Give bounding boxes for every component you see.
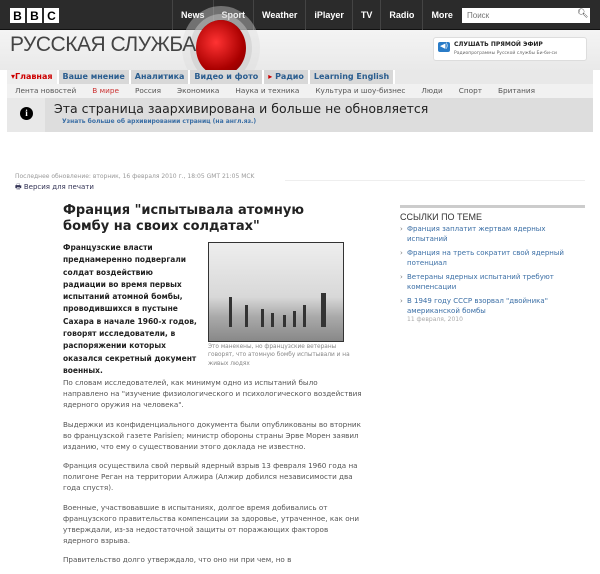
listen-subtitle: Радиопрограммы Русской службы Би-би-си xyxy=(454,51,557,56)
search-icon[interactable]: 🔍︎ xyxy=(577,9,589,19)
nav-more[interactable]: More xyxy=(422,0,461,30)
tab-label: Радио xyxy=(275,72,304,81)
paragraph: Военные, участвовавшие в испытаниях, долгое время добивались от французского правительства компенсации за здоровье, утраченное, как они утверждали, из-за недостаточной защиты от поражающих факторов ядерного взрыва. xyxy=(63,502,359,545)
main-tabs xyxy=(7,70,593,84)
tab-label: Главная xyxy=(15,72,53,81)
logo-letter: B xyxy=(10,8,25,23)
speaker-icon: ◀) xyxy=(439,42,449,50)
paragraph: По словам исследователей, как минимум одно из испытаний было направлено на "изучение физиологического и психологического воздействия ядерного оружия на человека". xyxy=(63,378,362,409)
tab-video[interactable]: Видео и фото xyxy=(190,70,264,84)
sub-nav xyxy=(7,84,593,98)
article-title: Франция "испытывала атомную бомбу на своих солдатах" xyxy=(63,203,304,234)
article-body xyxy=(63,377,363,574)
related-heading: ССЫЛКИ ПО ТЕМЕ xyxy=(400,212,483,222)
related-link[interactable]: › Франция заплатит жертвам ядерных испытаний xyxy=(400,224,585,244)
tab-learning-english[interactable]: Learning English xyxy=(310,70,395,84)
subnav-culture[interactable]: Культура и шоу-бизнес xyxy=(315,86,406,95)
subnav-britain[interactable]: Британия xyxy=(498,86,536,95)
subnav-russia[interactable]: Россия xyxy=(135,86,162,95)
subnav-world[interactable]: В мире xyxy=(92,86,119,95)
logo-letter: C xyxy=(44,8,59,23)
bbc-logo[interactable] xyxy=(10,8,59,23)
archive-learn-more-link[interactable]: Узнать больше об архивировании страниц (на англ.яз.) xyxy=(62,118,257,125)
archive-notice xyxy=(7,98,593,132)
tabs-filler xyxy=(395,70,593,84)
nav-sport[interactable]: Sport xyxy=(213,0,254,30)
global-nav-bar xyxy=(0,0,600,30)
photo-caption: Это манекены, но французские ветераны говорят, что атомную бомбу испытывали и на живых людях xyxy=(208,344,350,367)
logo-letter: B xyxy=(27,8,42,23)
arrow-down-icon: ▾ xyxy=(11,72,16,81)
related-link[interactable]: › Франция на треть сократит свой ядерный потенциал xyxy=(400,248,585,268)
tab-home[interactable] xyxy=(7,70,59,84)
tab-radio[interactable] xyxy=(264,70,310,84)
related-link[interactable]: › Ветераны ядерных испытаний требуют компенсации xyxy=(400,272,585,292)
subnav-news-feed[interactable]: Лента новостей xyxy=(15,86,77,95)
tab-analysis[interactable]: Аналитика xyxy=(131,70,191,84)
globe-graphic xyxy=(196,20,246,76)
paragraph: Выдержки из конфиденциального документа были опубликованы во вторник во французской газете Parisien; министр обороны страны Эрве Морен заявил изданию, что ему о существовании этого доклада не известно. xyxy=(63,419,361,451)
subnav-economy[interactable]: Экономика xyxy=(177,86,220,95)
divider xyxy=(285,180,585,181)
info-icon-box xyxy=(7,98,45,132)
subnav-science[interactable]: Наука и техника xyxy=(235,86,300,95)
listen-live-button[interactable] xyxy=(433,37,587,61)
paragraph: Франция осуществила свой первый ядерный взрыв 13 февраля 1960 года на полигоне Реган на территории Алжира (Алжир добился независимости два года спустя). xyxy=(63,461,358,492)
nav-weather[interactable]: Weather xyxy=(253,0,305,30)
article-lede: Французские власти преднамеренно подвергали солдат воздействию радиации во время первых испытаний атомной бомбы, проводившихся в пустыне Сахара в начале 1960-х годов, говорят исследователи, в распоряжении которых оказался секретный документ военных. xyxy=(63,243,197,375)
related-links xyxy=(400,205,585,323)
subnav-people[interactable]: Люди xyxy=(421,86,443,95)
info-icon: i xyxy=(20,107,33,120)
related-date: 11 февраля, 2010 xyxy=(407,316,463,323)
subnav-sport[interactable]: Спорт xyxy=(458,86,483,95)
search-input[interactable] xyxy=(462,8,590,23)
nav-iplayer[interactable]: iPlayer xyxy=(305,0,352,30)
article-photo xyxy=(208,242,344,342)
last-updated: Последнее обновление: вторник, 16 февраля 2010 г., 18:05 GMT 21:05 MCK xyxy=(15,173,255,180)
nav-news[interactable]: News xyxy=(172,0,213,30)
printer-icon: 🖶︎ xyxy=(15,183,22,191)
arrow-right-icon: ▸ xyxy=(268,72,276,81)
paragraph: Правительство долго утверждало, что оно ни при чем, но в xyxy=(63,555,292,564)
service-title[interactable]: РУССКАЯ СЛУЖБА xyxy=(10,33,196,56)
nav-radio[interactable]: Radio xyxy=(380,0,422,30)
print-version-link[interactable] xyxy=(15,183,94,194)
archive-message: Эта страница заархивирована и больше не обновляется xyxy=(54,101,429,116)
nav-tv[interactable]: TV xyxy=(352,0,381,30)
listen-title: СЛУШАТЬ ПРЯМОЙ ЭФИР xyxy=(454,41,543,48)
related-link[interactable]: › В 1949 году СССР взорвал "двойника" американской бомбы xyxy=(400,296,585,316)
tab-opinion[interactable]: Ваше мнение xyxy=(59,70,131,84)
print-label: Версия для печати xyxy=(23,183,94,191)
